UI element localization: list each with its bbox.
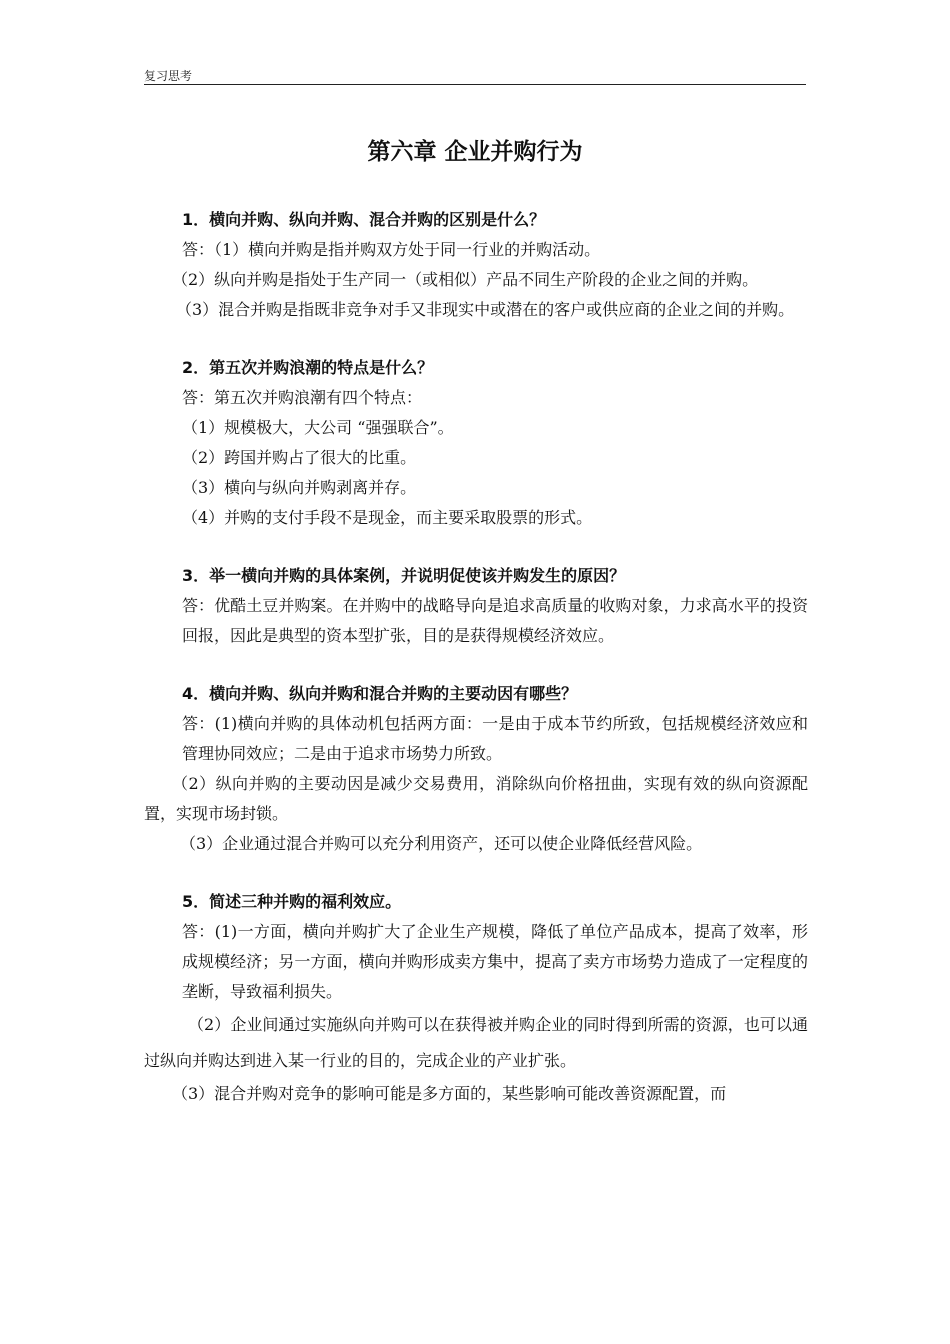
answer-paragraph: （3）混合并购是指既非竞争对手又非现实中或潜在的客户或供应商的企业之间的并购。 <box>176 300 795 319</box>
answer-paragraph: （3）企业通过混合并购可以充分利用资产，还可以使企业降低经营风险。 <box>180 834 703 853</box>
answer-paragraph: （2）跨国并购占了很大的比重。 <box>182 448 417 467</box>
answer-paragraph: 答：(1)一方面，横向并购扩大了企业生产规模，降低了单位产品成本，提高了效率，形成规模经济；另一方面，横向并购形成卖方集中，提高了卖方市场势力造成了一定程度的垄断，导致福利损失。 <box>182 922 808 1001</box>
answer-paragraph: 答：第五次并购浪潮有四个特点： <box>182 388 423 407</box>
question-heading: 4．横向并购、纵向并购和混合并购的主要动因有哪些？ <box>182 684 578 703</box>
answer-paragraph: （1）规模极大，大公司 “强强联合”。 <box>182 418 454 437</box>
question-heading: 3．举一横向并购的具体案例，并说明促使该并购发生的原因？ <box>182 566 626 585</box>
question-heading: 5．简述三种并购的福利效应。 <box>182 892 402 911</box>
section-gap <box>144 533 808 561</box>
answer-paragraph: 答：(1)横向并购的具体动机包括两方面：一是由于成本节约所致，包括规模经济效应和管理协同效应；二是由于追求市场势力所致。 <box>182 714 808 763</box>
document-body <box>144 205 808 1109</box>
section-gap <box>144 651 808 679</box>
answer-paragraph: （3）混合并购对竞争的影响可能是多方面的，某些影响可能改善资源配置，而 <box>172 1084 727 1103</box>
question-heading: 1．横向并购、纵向并购、混合并购的区别是什么？ <box>182 210 546 229</box>
section-gap <box>144 325 808 353</box>
answer-paragraph: （2）纵向并购是指处于生产同一（或相似）产品不同生产阶段的企业之间的并购。 <box>172 270 759 289</box>
running-header: 复习思考 <box>144 69 193 83</box>
question-heading: 2．第五次并购浪潮的特点是什么？ <box>182 358 434 377</box>
answer-paragraph: （2）纵向并购的主要动因是减少交易费用，消除纵向价格扭曲，实现有效的纵向资源配置，实现市场封锁。 <box>144 774 808 823</box>
answer-paragraph: （3）横向与纵向并购剥离并存。 <box>182 478 417 497</box>
answer-paragraph: 答：优酷土豆并购案。在并购中的战略导向是追求高质量的收购对象，力求高水平的投资回报，因此是典型的资本型扩张，目的是获得规模经济效应。 <box>182 596 808 645</box>
section-gap <box>144 859 808 887</box>
answer-paragraph: （2）企业间通过实施纵向并购可以在获得被并购企业的同时得到所需的资源，也可以通过纵向并购达到进入某一行业的目的，完成企业的产业扩张。 <box>144 1015 808 1070</box>
answer-paragraph: 答：（1）横向并购是指并购双方处于同一行业的并购活动。 <box>182 240 601 259</box>
answer-paragraph: （4）并购的支付手段不是现金，而主要采取股票的形式。 <box>182 508 593 527</box>
chapter-title: 第六章 企业并购行为 <box>367 139 583 165</box>
header-divider <box>144 84 806 85</box>
